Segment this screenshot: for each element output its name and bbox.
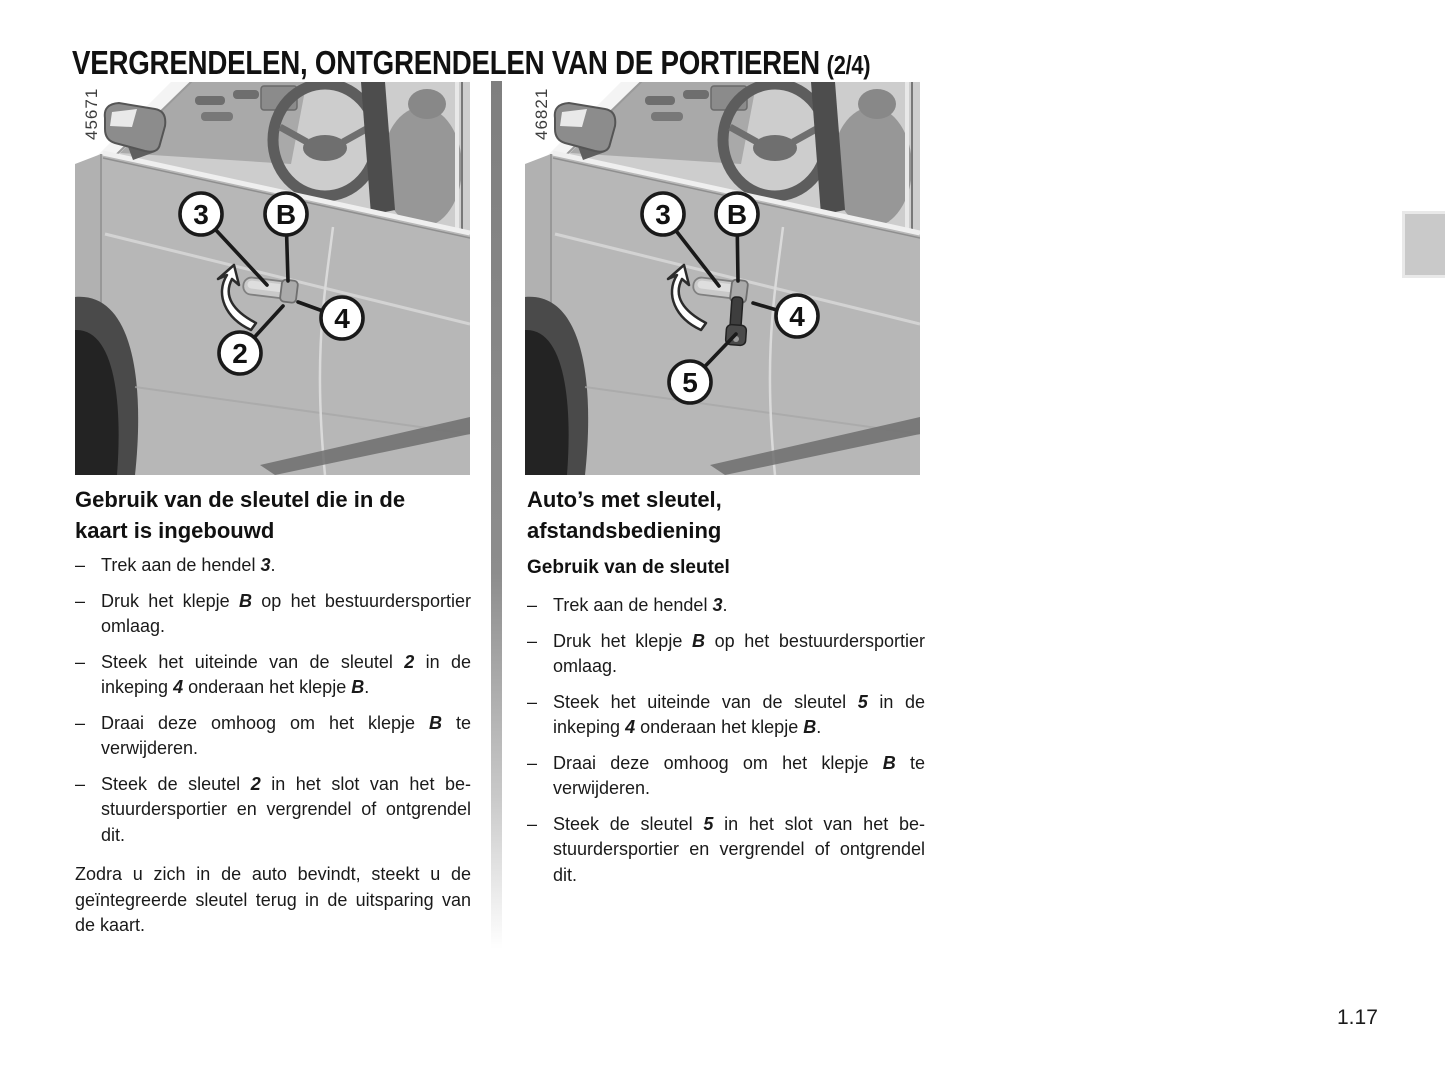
- callout-label: 4: [334, 303, 350, 335]
- callout-label: 3: [655, 199, 671, 231]
- callout-label: 2: [232, 338, 248, 370]
- door-illustration: [75, 82, 470, 475]
- page-number: 1.17: [1337, 1006, 1378, 1029]
- heading-line: Gebruik van de sleutel die in de: [75, 487, 406, 512]
- heading-line: kaart is ingebouwd: [75, 518, 275, 543]
- instruction-item: [75, 589, 471, 640]
- chapter-thumb-tab: [1402, 211, 1445, 278]
- bullet-dash: –: [75, 555, 86, 575]
- instruction-list: [75, 553, 471, 848]
- photo-id: 46821: [532, 87, 551, 140]
- instruction-item: [75, 553, 471, 579]
- door-illustration: [525, 82, 920, 475]
- subsection-heading: Gebruik van de sleutel: [527, 557, 730, 578]
- instruction-text: Druk het klepje B op het bestuurdersportier omlaag.: [101, 590, 471, 636]
- instruction-text: Steek de sleutel 5 in het slot van het bestuurdersportier en vergrendel of ontgrendel dit.: [553, 813, 925, 885]
- photo-id: 45671: [82, 87, 101, 140]
- instruction-item: [527, 812, 925, 889]
- right-column: [527, 484, 925, 898]
- instruction-text: Druk het klepje B op het bestuurdersportier omlaag.: [553, 630, 925, 676]
- callout-label: 3: [193, 199, 209, 231]
- instruction-text: Trek aan de hendel 3.: [101, 555, 276, 575]
- left-column: [75, 484, 471, 939]
- page-title: [72, 44, 870, 82]
- bullet-dash: –: [75, 651, 86, 672]
- bullet-dash: –: [75, 590, 86, 611]
- instruction-text: Draai deze omhoog om het klepje B te verwijderen.: [101, 712, 471, 758]
- section-heading-remote-key: [527, 484, 925, 546]
- figure-remote-key-door: [525, 82, 920, 475]
- lock-cover-flap: [280, 279, 299, 303]
- bullet-dash: –: [527, 595, 538, 615]
- callout-label: 5: [682, 367, 698, 399]
- instruction-text: Steek het uiteinde van de sleutel 2 in de inkeping 4 onderaan het klepje B.: [101, 651, 471, 697]
- instruction-item: [75, 711, 471, 762]
- bullet-dash: –: [75, 712, 86, 733]
- instruction-item: [75, 650, 471, 701]
- heading-line: afstandsbediening: [527, 518, 722, 543]
- bullet-dash: –: [527, 752, 538, 773]
- bullet-dash: –: [75, 773, 86, 794]
- page-title-text: VERGRENDELEN, ONTGRENDELEN VAN DE PORTIEREN: [72, 44, 820, 82]
- page-title-counter: (2/4): [826, 50, 871, 81]
- callout-label: B: [275, 199, 297, 231]
- note-paragraph: Zodra u zich in de auto bevindt, steekt u de geïntegreerde sleutel terug in de uitsparing van de kaart.: [75, 864, 471, 935]
- instruction-text: Draai deze omhoog om het klepje B te verwijderen.: [553, 752, 925, 798]
- instruction-text: Trek aan de hendel 3.: [553, 595, 728, 615]
- heading-line: Auto’s met sleutel,: [527, 487, 722, 512]
- callout-label: 4: [789, 301, 805, 333]
- callout-label: B: [726, 199, 748, 231]
- column-divider: [491, 81, 502, 976]
- instruction-list: [527, 593, 925, 888]
- instruction-text: Steek de sleutel 2 in het slot van het bestuurdersportier en vergrendel of ontgrendel dit.: [101, 773, 471, 845]
- instruction-text: Steek het uiteinde van de sleutel 5 in de inkeping 4 onderaan het klepje B.: [553, 691, 925, 737]
- figure-integrated-key-door: [75, 82, 470, 475]
- instruction-item: [527, 751, 925, 802]
- section-heading-card-key: [75, 484, 471, 546]
- bullet-dash: –: [527, 630, 538, 651]
- bullet-dash: –: [527, 813, 538, 834]
- instruction-item: [75, 772, 471, 849]
- instruction-item: [527, 629, 925, 680]
- bullet-dash: –: [527, 691, 538, 712]
- instruction-item: [527, 593, 925, 619]
- instruction-item: [527, 690, 925, 741]
